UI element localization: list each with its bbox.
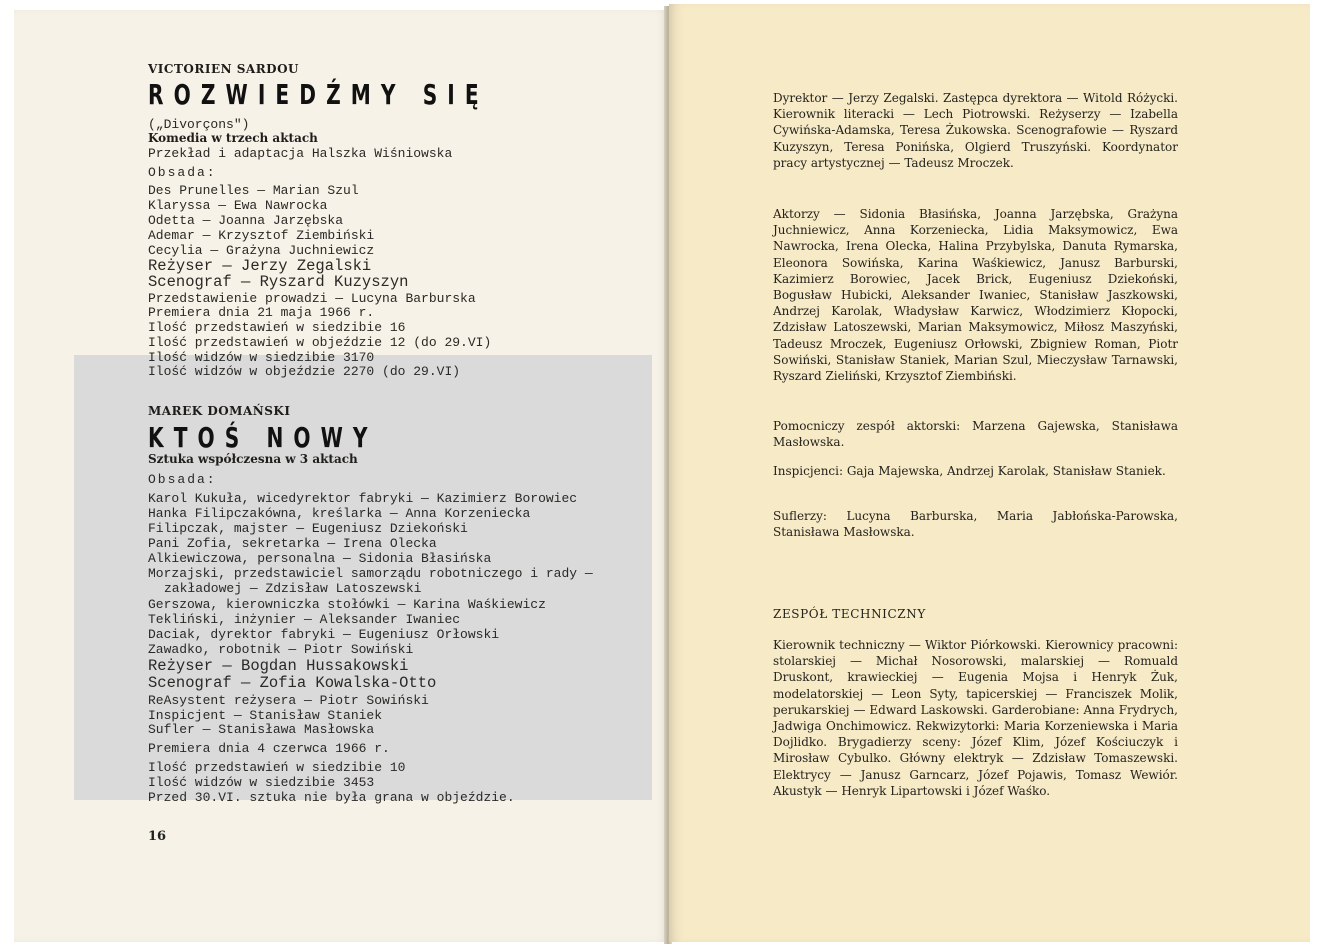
play2-cast-line: Karol Kukuła, wicedyrektor fabryki — Kazimierz Borowiec xyxy=(148,491,578,506)
technical-paragraph: Kierownik techniczny — Wiktor Piórkowski. Kierownicy pracowni: stolarskiej — Michał Nosorowski, malarskiej — Romuald Druskont, krawieckiej — Eugenia Mojsa i Henryk Żuk, modelatorskiej — Leon Syty, tapicerskiej — Franciszek Molik, perukarskiej — Edward Laskowski. Garderobiane: Anna Frydrych, Jadwiga Onchimowicz. Rekwizytorki: Maria Korzeniewska i Maria Dojlidko. Brygadierzy sceny: Józef Klim, Józef Kościuczyk i Mirosław Cybulko. Główny elektryk — Zdzisław Tomaszewski. Elektrycy — Janusz Garncarz, Józef Pojawis, Tomasz Wewiór. Akustyk — Henryk Lipartowski i Józef Waśko. xyxy=(773,638,1178,798)
play2-cast-line: Zawadko, robotnik — Piotr Sowiński xyxy=(148,642,414,657)
play2-genre: Sztuka współczesna w 3 aktach xyxy=(148,452,358,466)
play2-title: KTOŚ NOWY xyxy=(148,421,378,454)
play2-crew-line: ReAsystent reżysera — Piotr Sowiński xyxy=(148,693,429,708)
play1-cast-line: Odetta — Joanna Jarzębska xyxy=(148,213,344,228)
play2-cast-line: Tekliński, inżynier — Aleksander Iwaniec xyxy=(148,612,461,627)
play2-stat: Ilość widzów w siedzibie 3453 xyxy=(148,775,375,790)
page-number: 16 xyxy=(148,829,167,844)
play2-cast-line: Pani Zofia, sekretarka — Irena Olecka xyxy=(148,536,437,551)
play2-author: MAREK DOMAŃSKI xyxy=(148,404,291,418)
play2-cast-heading: Obsada: xyxy=(148,472,217,487)
play2-crew-line: Inspicjent — Stanisław Staniek xyxy=(148,708,383,723)
play1-stat: Ilość widzów w objeździe 2270 (do 29.VI) xyxy=(148,364,461,379)
play1-genre: Komedia w trzech aktach xyxy=(148,131,318,145)
play1-original-title: („Divorçons") xyxy=(148,117,250,132)
play1-title: ROZWIEDŹMY SIĘ xyxy=(148,78,489,111)
play1-translation: Przekład i adaptacja Halszka Wiśniowska xyxy=(148,146,453,161)
play1-designer: Scenograf — Ryszard Kuzyszyn xyxy=(148,273,409,291)
play2-designer: Scenograf — Zofia Kowalska-Otto xyxy=(148,674,437,692)
play2-cast-line: Alkiewiczowa, personalna — Sidonia Błasińska xyxy=(148,551,492,566)
play1-stage-manager: Przedstawienie prowadzi — Lucyna Barburska xyxy=(148,291,476,306)
play2-cast-line: Filipczak, majster — Eugeniusz Dziekoński xyxy=(148,521,468,536)
play1-stat: Premiera dnia 21 maja 1966 r. xyxy=(148,305,375,320)
play2-cast-line: Hanka Filipczakówna, kreślarka — Anna Korzeniecka xyxy=(148,506,531,521)
play2-stat: Przed 30.VI. sztuka nie była grana w objeździe. xyxy=(148,790,515,805)
play2-stat: Ilość przedstawień w siedzibie 10 xyxy=(148,760,406,775)
management-paragraph: Dyrektor — Jerzy Zegalski. Zastępca dyrektora — Witold Różycki. Kierownik literacki — Lech Piotrowski. Reżyserzy — Izabella Cywińska-Adamska, Teresa Żukowska. Scenografowie — Ryszard Kuzyszyn, Teresa Ponińska, Olgierd Truszyński. Koordynator pracy artystycznej — Tadeusz Mroczek. xyxy=(773,91,1178,170)
assistant-actors-paragraph: Pomocniczy zespół aktorski: Marzena Gajewska, Stanisława Masłowska. xyxy=(773,419,1178,450)
play2-cast-line: Morzajski, przedstawiciel samorządu robotniczego i rady — xyxy=(148,566,593,581)
play1-cast-line: Ademar — Krzysztof Ziembiński xyxy=(148,228,375,243)
inspicients-paragraph: Inspicjenci: Gaja Majewska, Andrzej Karolak, Stanisław Staniek. xyxy=(773,464,1166,478)
play2-cast-line: Gerszowa, kierowniczka stołówki — Karina Waśkiewicz xyxy=(148,597,546,612)
play2-premiere: Premiera dnia 4 czerwca 1966 r. xyxy=(148,741,390,756)
play1-author: VICTORIEN SARDOU xyxy=(148,62,300,76)
play2-director: Reżyser — Bogdan Hussakowski xyxy=(148,657,409,675)
play1-cast-line: Cecylia — Grażyna Juchniewicz xyxy=(148,243,375,258)
technical-heading: ZESPÓŁ TECHNICZNY xyxy=(773,607,926,621)
play1-cast-heading: Obsada: xyxy=(148,165,217,180)
play2-cast-line: zakładowej — Zdzisław Latoszewski xyxy=(164,581,422,596)
play1-director: Reżyser — Jerzy Zegalski xyxy=(148,257,372,275)
play1-stat: Ilość przedstawień w objeździe 12 (do 29.VI) xyxy=(148,335,492,350)
play1-cast-line: Klaryssa — Ewa Nawrocka xyxy=(148,198,328,213)
play1-stat: Ilość widzów w siedzibie 3170 xyxy=(148,350,375,365)
actors-paragraph: Aktorzy — Sidonia Błasińska, Joanna Jarzębska, Grażyna Juchniewicz, Anna Korzeniecka, Lidia Maksymowicz, Ewa Nawrocka, Irena Olecka, Halina Przybylska, Danuta Rymarska, Eleonora Sowińska, Karina Waśkiewicz, Janusz Barburski, Kazimierz Borowiec, Jacek Brick, Eugeniusz Dziekoński, Bogusław Hubicki, Aleksander Iwaniec, Stanisław Jaszkowski, Andrzej Karolak, Władysław Karwicz, Włodzimierz Kłopocki, Zdzisław Latoszewski, Marian Maksymowicz, Miłosz Maszyński, Tadeusz Mroczek, Eugeniusz Orłowski, Zbigniew Roman, Piotr Sowiński, Stanisław Staniek, Marian Szul, Mieczysław Tarnawski, Ryszard Zieliński, Krzysztof Ziembiński. xyxy=(773,207,1178,384)
play2-crew-line: Sufler — Stanisława Masłowska xyxy=(148,722,375,737)
play1-stat: Ilość przedstawień w siedzibie 16 xyxy=(148,320,406,335)
play1-cast-line: Des Prunelles — Marian Szul xyxy=(148,183,359,198)
prompters-paragraph: Suflerzy: Lucyna Barburska, Maria Jabłońska-Parowska, Stanisława Masłowska. xyxy=(773,509,1178,540)
play2-cast-line: Daciak, dyrektor fabryki — Eugeniusz Orłowski xyxy=(148,627,500,642)
